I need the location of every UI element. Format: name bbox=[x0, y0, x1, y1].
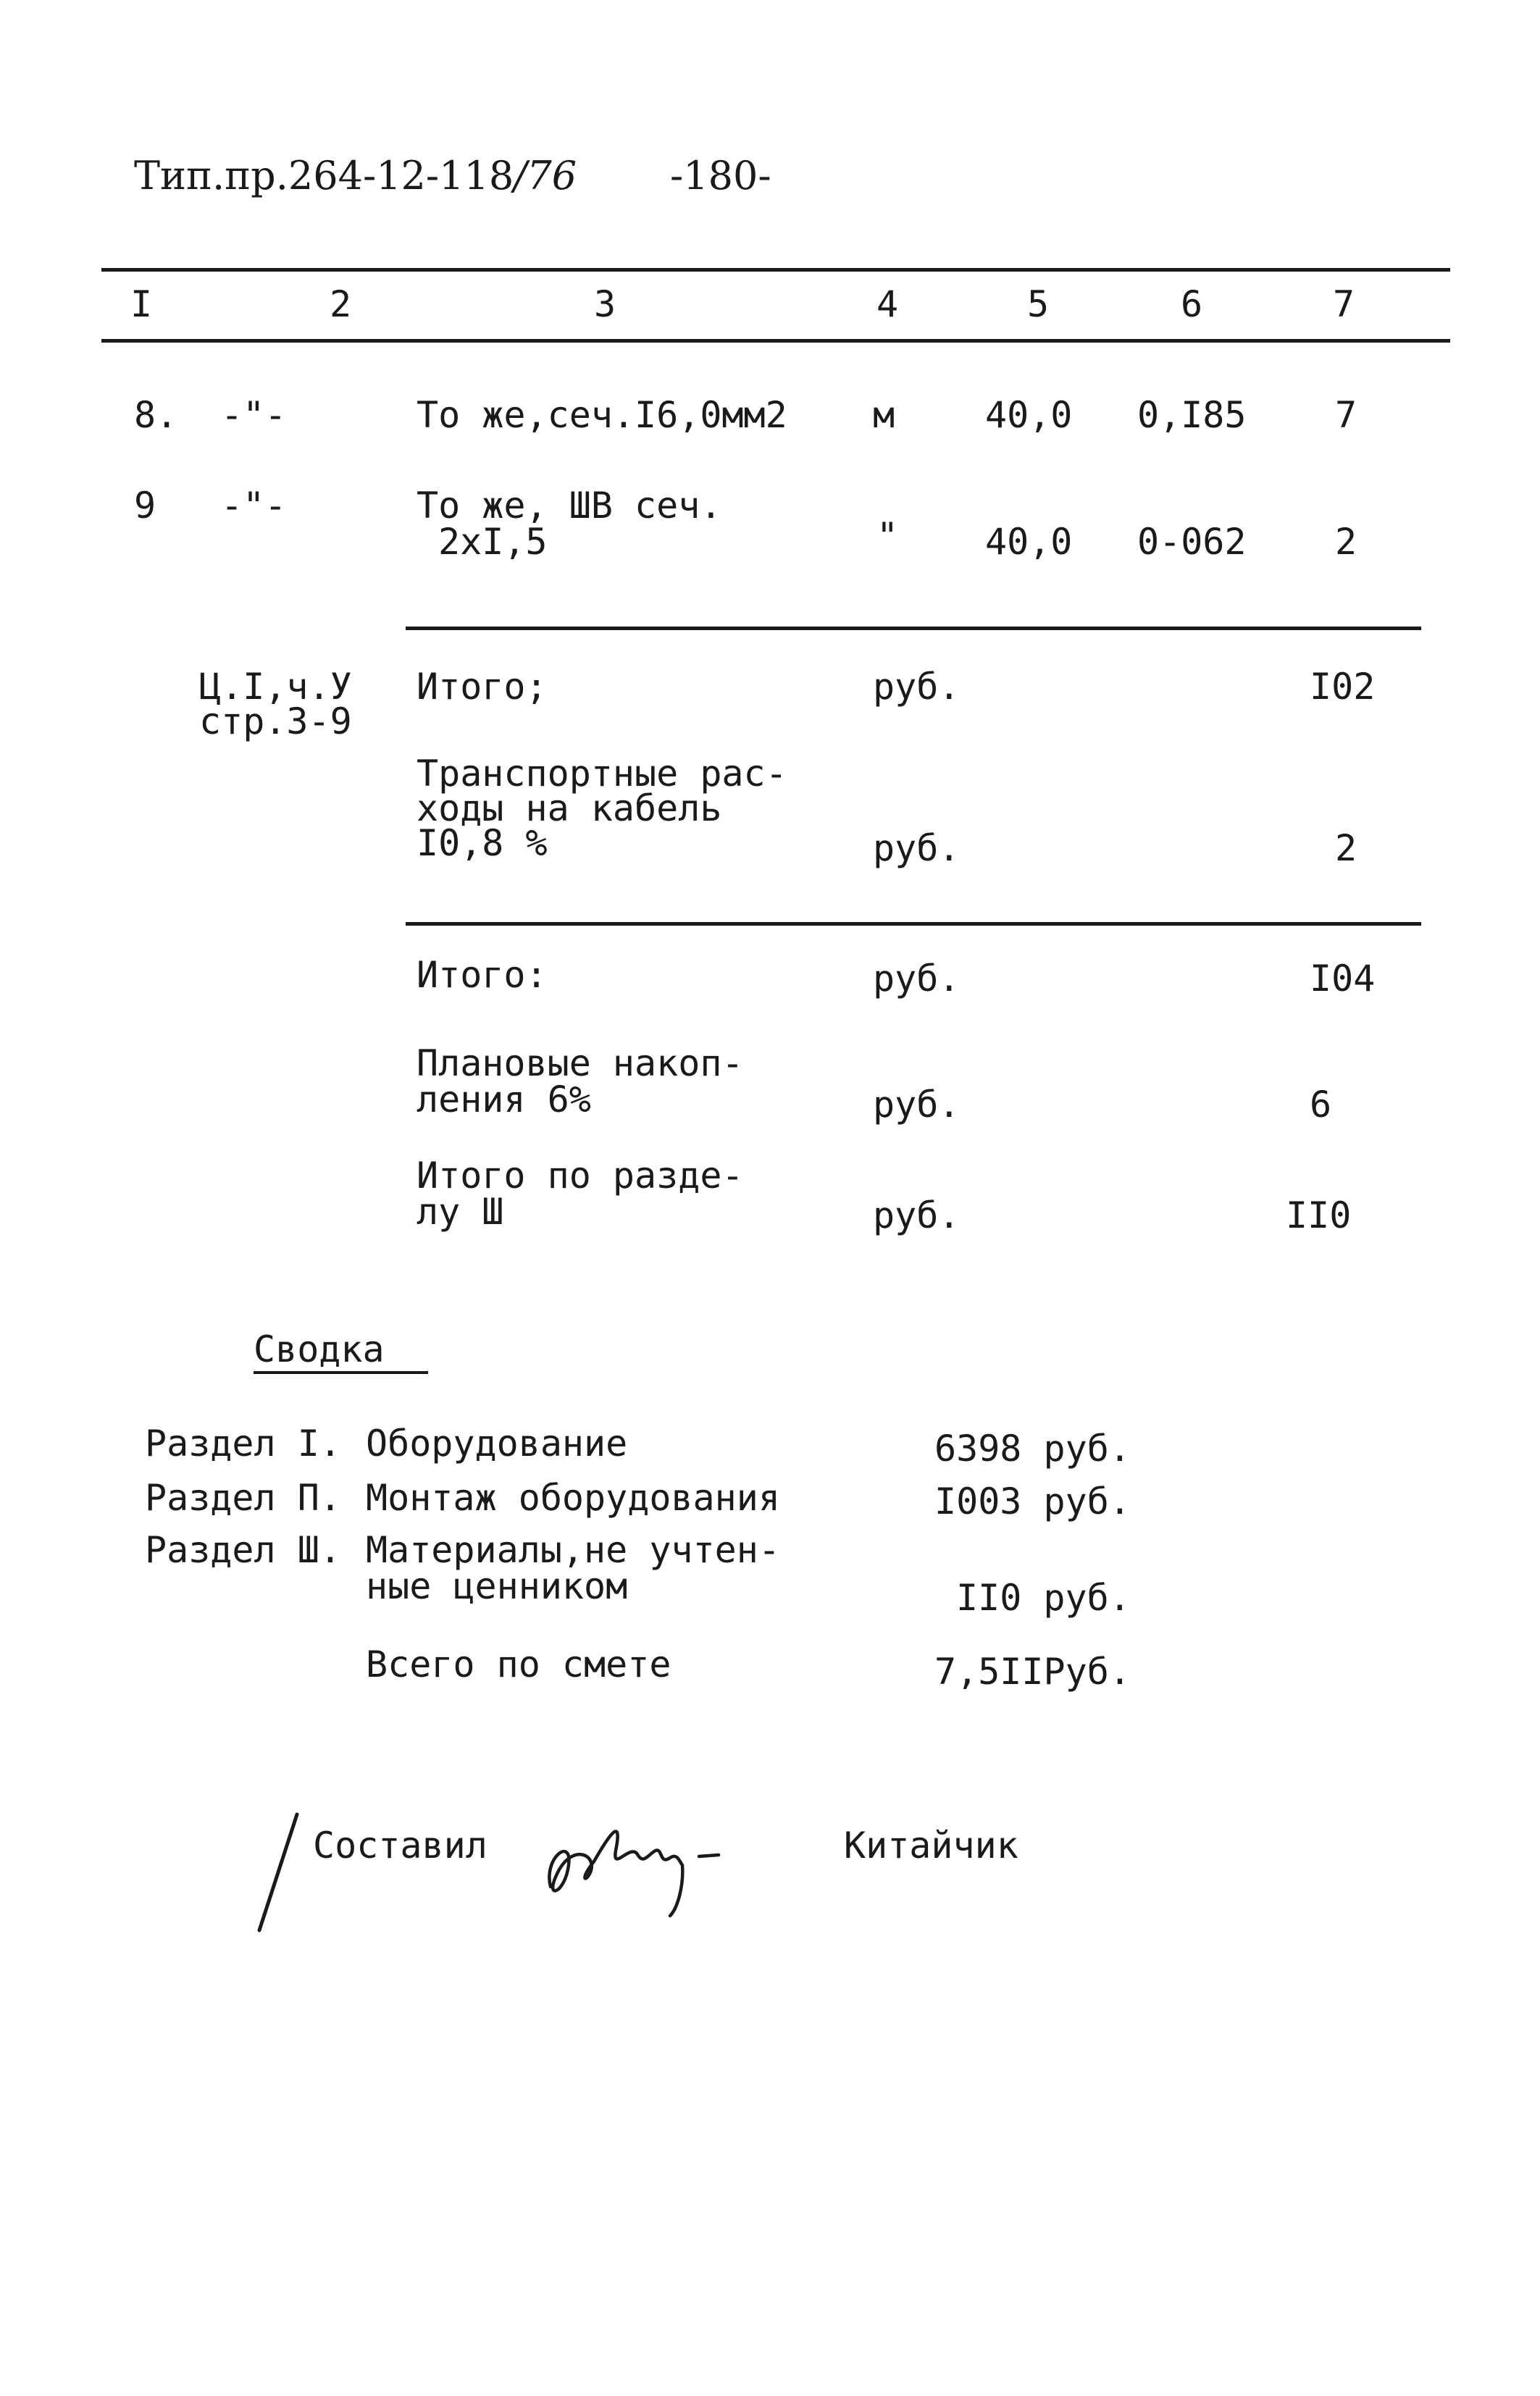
row-quantity: 40,0 bbox=[985, 394, 1073, 436]
estimate-total-label: Всего по смете bbox=[366, 1643, 671, 1685]
column-header-7: 7 bbox=[1333, 283, 1355, 325]
summary-section-amount: I003 руб. bbox=[934, 1480, 1131, 1522]
section-total-line-2: лу Ш bbox=[417, 1191, 504, 1233]
summary-section-name-line-1: Материалы,не учтен- bbox=[366, 1529, 780, 1571]
transport-costs-line-3: I0,8 % bbox=[417, 822, 548, 864]
page-number: -180- bbox=[670, 153, 771, 198]
section-total-line-1: Итого по разде- bbox=[417, 1155, 744, 1197]
summary-section-label: Раздел Ш. bbox=[145, 1529, 341, 1571]
row-description-line-1: То же, ШВ сеч. bbox=[417, 485, 722, 527]
summary-section-label: Раздел I. bbox=[145, 1423, 341, 1465]
table-top-rule bbox=[101, 268, 1450, 272]
subtotal-label: Итого: bbox=[417, 954, 548, 996]
summary-section-amount: II0 руб. bbox=[956, 1577, 1131, 1619]
subtotal-rule-2 bbox=[406, 922, 1421, 926]
column-header-6: 6 bbox=[1181, 283, 1203, 325]
compiler-name: Китайчик bbox=[844, 1825, 1018, 1867]
price-list-reference-line-2: стр.3-9 bbox=[199, 700, 352, 742]
section-total-value: II0 bbox=[1286, 1194, 1352, 1236]
row-total: 7 bbox=[1335, 394, 1357, 436]
transport-costs-unit: руб. bbox=[873, 827, 961, 869]
row-unit: " bbox=[876, 515, 899, 557]
transport-costs-line-1: Транспортные рас- bbox=[417, 753, 787, 795]
document-code: Тип.пр.264-12-118 bbox=[134, 153, 514, 198]
table-header-rule bbox=[101, 339, 1450, 343]
row-number: 8. bbox=[134, 394, 178, 436]
row-reference: -"- bbox=[221, 394, 287, 436]
planned-accumulation-value: 6 bbox=[1310, 1084, 1332, 1126]
column-header-4: 4 bbox=[876, 283, 899, 325]
estimate-total-amount: 7,5IIРуб. bbox=[934, 1651, 1131, 1693]
document-code-suffix: /76 bbox=[514, 153, 577, 198]
summary-section-label: Раздел П. bbox=[145, 1477, 341, 1519]
subtotal-unit: руб. bbox=[873, 666, 961, 708]
row-number: 9 bbox=[134, 485, 156, 527]
summary-section-name-line-2: ные ценником bbox=[366, 1565, 628, 1607]
row-description-line-2: 2хI,5 bbox=[438, 521, 548, 563]
planned-accumulation-line-1: Плановые накоп- bbox=[417, 1042, 744, 1084]
handwritten-signature bbox=[529, 1793, 732, 1923]
column-header-2: 2 bbox=[330, 283, 352, 325]
summary-section-name: Монтаж оборудования bbox=[366, 1477, 780, 1519]
summary-title: Сводка bbox=[254, 1329, 428, 1374]
row-description: То же,сеч.I6,0мм2 bbox=[417, 394, 787, 436]
price-list-reference-line-1: Ц.I,ч.У bbox=[199, 666, 352, 708]
row-total: 2 bbox=[1335, 521, 1357, 563]
document-reference bbox=[134, 153, 577, 198]
planned-accumulation-line-2: ления 6% bbox=[417, 1078, 591, 1120]
section-total-unit: руб. bbox=[873, 1194, 961, 1236]
compiled-by-label: Составил bbox=[313, 1825, 487, 1867]
row-unit-price: 0-062 bbox=[1137, 521, 1247, 563]
row-unit: м bbox=[873, 394, 895, 436]
column-header-5: 5 bbox=[1027, 283, 1050, 325]
slash-mark bbox=[254, 1811, 304, 1934]
subtotal-rule-1 bbox=[406, 627, 1421, 630]
row-unit-price: 0,I85 bbox=[1137, 394, 1247, 436]
column-header-1: I bbox=[130, 283, 153, 325]
column-header-3: 3 bbox=[594, 283, 616, 325]
transport-costs-line-2: ходы на кабель bbox=[417, 787, 722, 829]
subtotal-value: I02 bbox=[1310, 666, 1376, 708]
summary-section-name: Оборудование bbox=[366, 1423, 628, 1465]
transport-costs-value: 2 bbox=[1335, 827, 1357, 869]
summary-section-amount: 6398 руб. bbox=[934, 1428, 1131, 1470]
subtotal-label: Итого; bbox=[417, 666, 548, 708]
subtotal-value: I04 bbox=[1310, 958, 1376, 1000]
subtotal-unit: руб. bbox=[873, 958, 961, 1000]
planned-accumulation-unit: руб. bbox=[873, 1084, 961, 1126]
row-quantity: 40,0 bbox=[985, 521, 1073, 563]
row-reference: -"- bbox=[221, 485, 287, 527]
